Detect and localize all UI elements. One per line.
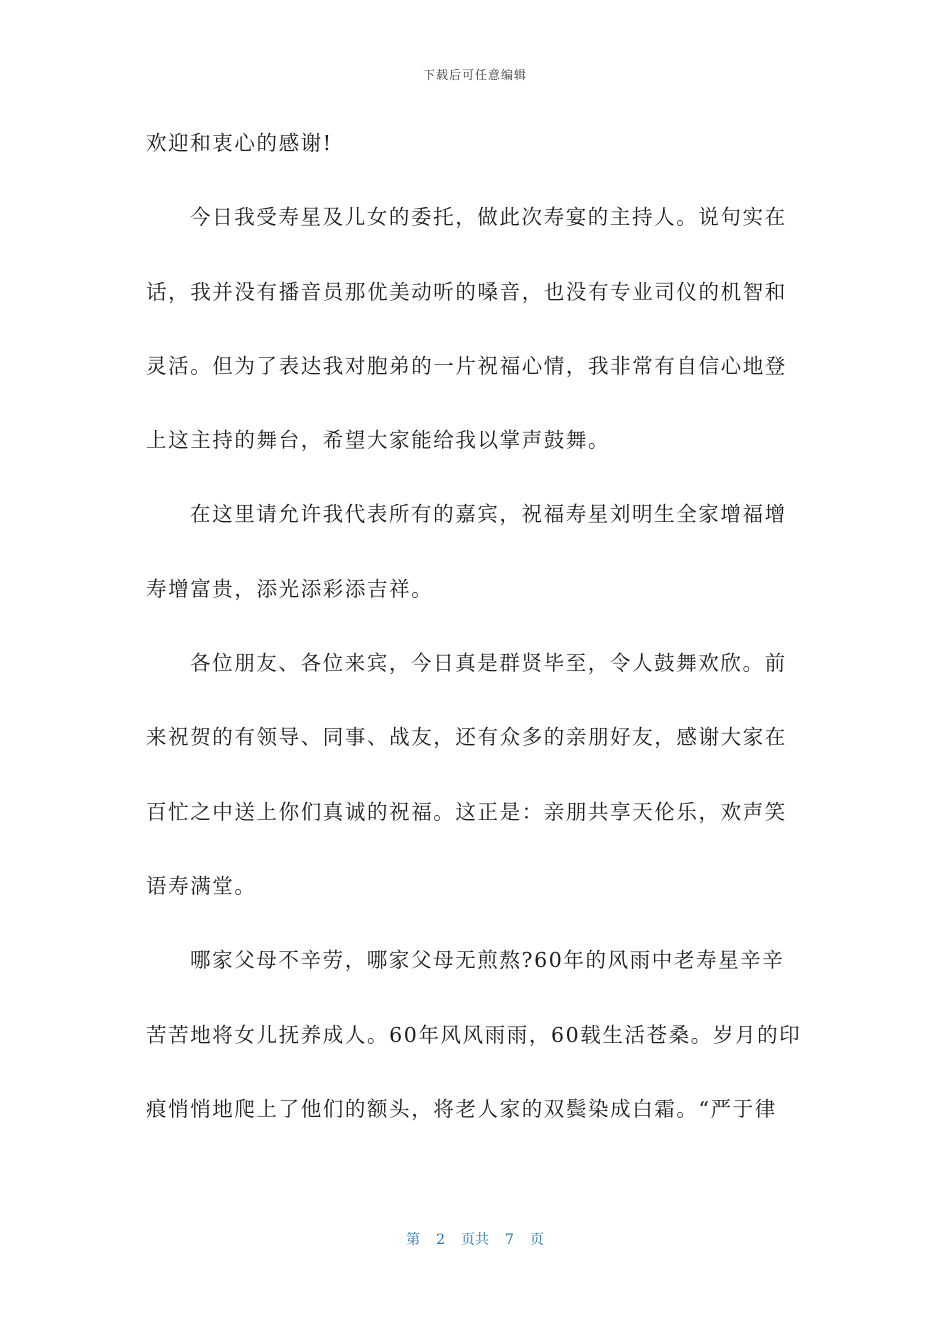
text-line: 各位朋友、各位来宾，今日真是群贤毕至，令人鼓舞欢欣。前 <box>190 651 787 676</box>
text-line: 语寿满堂。 <box>146 873 257 898</box>
text-line: 欢迎和衷心的感谢! <box>146 131 333 155</box>
text-line: 哪家父母不辛劳，哪家父母无煎熬?60年的风雨中老寿星辛辛 <box>190 948 785 973</box>
text-line: 寿增富贵，添光添彩添吉祥。 <box>146 576 434 601</box>
footer-middle: 页共 <box>461 1232 489 1248</box>
page-footer <box>0 1229 950 1249</box>
text-line: 痕悄悄地爬上了他们的额头，将老人家的双鬓染成白霜。“严于律 <box>146 1096 777 1121</box>
page-header: 下载后可任意编辑 <box>422 68 527 82</box>
footer-suffix: 页 <box>529 1232 544 1248</box>
text-line: 百忙之中送上你们真诚的祝福。这正是：亲朋共享天伦乐，欢声笑 <box>146 799 787 824</box>
text-line: 苦苦地将女儿抚养成人。60年风风雨雨，60载生活苍桑。岁月的印 <box>146 1022 802 1047</box>
text-line: 在这里请允许我代表所有的嘉宾，祝福寿星刘明生全家增福增 <box>190 502 787 527</box>
text-line: 今日我受寿星及儿女的委托，做此次寿宴的主持人。说句实在 <box>190 205 787 230</box>
text-line: 上这主持的舞台，希望大家能给我以掌声鼓舞。 <box>146 428 611 453</box>
footer-prefix: 第 <box>406 1232 421 1248</box>
text-line: 来祝贺的有领导、同事、战友，还有众多的亲朋好友，感谢大家在 <box>146 725 787 750</box>
current-page-number: 2 <box>436 1232 445 1248</box>
text-line: 灵活。但为了表达我对胞弟的一片祝福心情，我非常有自信心地登 <box>146 353 787 378</box>
text-line: 话，我并没有播音员那优美动听的嗓音，也没有专业司仪的机智和 <box>146 279 787 304</box>
document-body <box>146 128 806 1168</box>
total-page-count: 7 <box>505 1232 514 1248</box>
